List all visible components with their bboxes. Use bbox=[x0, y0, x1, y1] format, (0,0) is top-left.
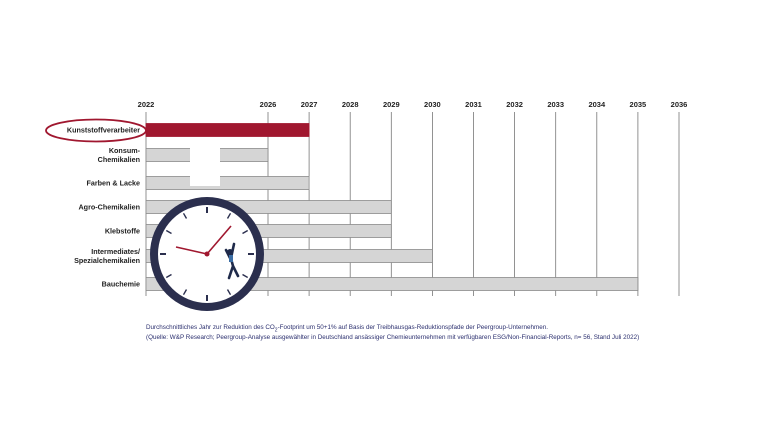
category-label-intermediates-spezialchemikalien-1: Intermediates/ bbox=[91, 247, 140, 256]
tick-label-2032: 2032 bbox=[506, 100, 523, 109]
tick-label-2031: 2031 bbox=[465, 100, 482, 109]
tick-label-2028: 2028 bbox=[341, 100, 359, 109]
year-axis bbox=[138, 100, 688, 109]
category-label-bauchemie: Bauchemie bbox=[101, 279, 140, 289]
footnote-suffix: -Footprint um 50+1% auf Basis der Treibhausgas-Reduktionspfade der Peergroup-Unternehmen. bbox=[277, 324, 548, 331]
bar-farben-lacke bbox=[146, 177, 309, 190]
tick-label-2036: 2036 bbox=[670, 100, 688, 109]
tick-label-2030: 2030 bbox=[424, 100, 441, 109]
tick-label-2027: 2027 bbox=[300, 100, 318, 109]
tick-label-2022: 2022 bbox=[137, 100, 155, 109]
bar-kunststoffverarbeiter bbox=[146, 124, 309, 137]
footnote-line-1 bbox=[146, 324, 746, 333]
tick-label-2029: 2029 bbox=[382, 100, 400, 109]
tick-label-2033: 2033 bbox=[547, 100, 565, 109]
tick-label-2034: 2034 bbox=[588, 100, 606, 109]
category-label-intermediates-spezialchemikalien-2: Spezialchemikalien bbox=[74, 256, 140, 265]
category-label-konsum-chemikalien-2: Chemikalien bbox=[97, 155, 140, 164]
clock-gap-mask bbox=[190, 146, 220, 186]
footnote-subscript: 2 bbox=[274, 327, 278, 334]
category-label-kunststoffverarbeiter: Kunststoffverarbeiter bbox=[66, 125, 140, 135]
category-label-agro-chemikalien: Agro-Chemikalien bbox=[78, 202, 140, 212]
category-label-klebstoffe: Klebstoffe bbox=[104, 226, 140, 236]
category-label-konsum-chemikalien-1: Konsum- bbox=[108, 146, 140, 155]
category-labels bbox=[46, 120, 146, 289]
footnote-prefix: Durchschnittliches Jahr zur Reduktion des CO bbox=[146, 324, 275, 331]
clock-center bbox=[205, 252, 210, 257]
footnote-source: (Quelle: W&P Research; Peergroup-Analyse ausgewählter in Deutschland ansässiger Chemieunternehmen mit verfügbaren ESG/Non-Financial-Reports, n= 56, Stand Juli 2022) bbox=[146, 334, 640, 341]
tick-label-2026: 2026 bbox=[259, 100, 277, 109]
category-label-farben-lacke: Farben & Lacke bbox=[86, 178, 140, 188]
clock-icon bbox=[150, 146, 264, 311]
tick-label-2035: 2035 bbox=[629, 100, 647, 109]
man-shirt bbox=[229, 255, 233, 262]
